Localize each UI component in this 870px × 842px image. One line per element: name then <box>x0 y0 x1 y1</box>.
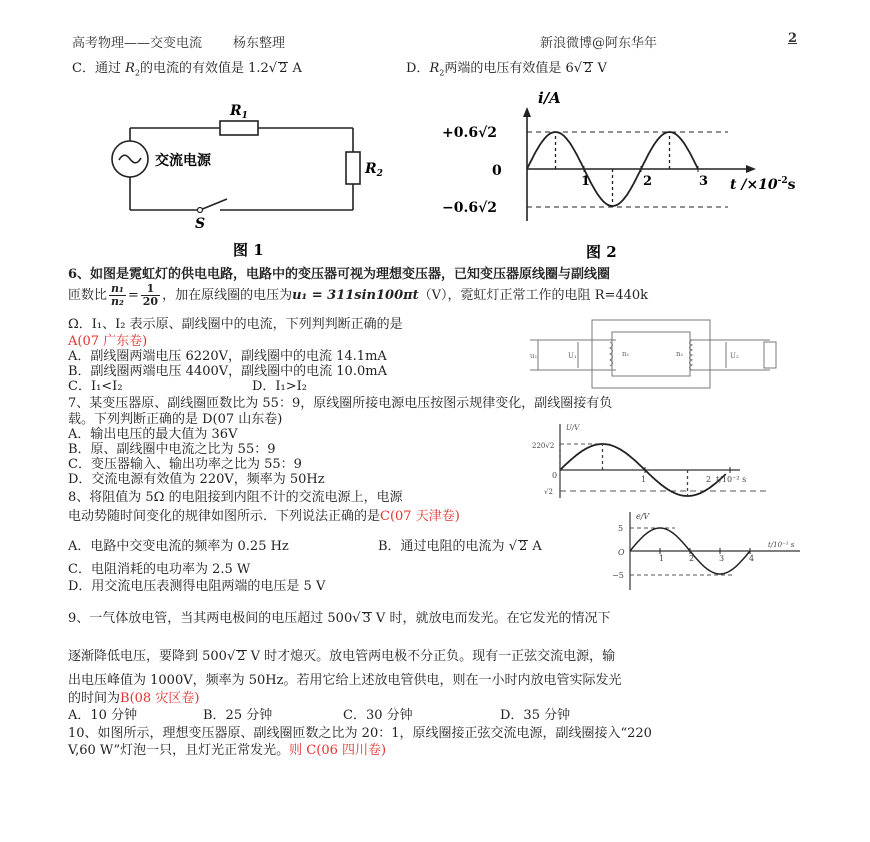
q6-formula: u₁ = 311sin100πt <box>292 288 419 303</box>
fig7-xlabel: t/10⁻² s <box>716 475 747 484</box>
q7-option-c: C．变压器输入、输出功率之比为 55：9 <box>68 457 302 472</box>
fig7-xtick-2: 2 <box>706 475 712 484</box>
sine-glyph-icon <box>119 155 141 163</box>
header-title: 高考物理——交变电流 <box>72 36 203 51</box>
q5-option-d <box>406 60 607 82</box>
q10-line1: 10、如图所示，理想变压器原、副线圈匝数之比为 20：1，原线圈接正弦交流电源，副线圈接入“220 <box>68 726 652 741</box>
fig8-xtick-3: 3 <box>719 554 725 563</box>
q5-d-mid: 两端的电压有效值是 6 <box>444 61 574 76</box>
fig7-ytick: 220√2 <box>532 442 555 450</box>
q5-c-rad: 2 <box>279 61 288 76</box>
sqrt-icon: √ <box>573 61 583 76</box>
fig7-xtick-1: 1 <box>641 475 647 484</box>
q9-line2-rad: 2 <box>237 649 246 664</box>
header-author: 杨东整理 <box>233 36 286 51</box>
q5-c-var: R <box>125 61 135 76</box>
fig8-xtick-4: 4 <box>749 554 755 563</box>
fig8-neg: −5 <box>612 571 624 580</box>
q9-line1b: V 时，就放电而发光。在它发光的情况下 <box>371 611 611 626</box>
fig8-xlabel: t/10⁻¹ s <box>768 541 795 549</box>
q5-option-c <box>72 60 302 82</box>
resistor-r1-icon <box>220 121 258 135</box>
q9-line2b: V 时才熄灭。放电管两电极不分正负。现有一正弦交流电源，输 <box>246 649 616 664</box>
x-axis-arrow-icon <box>746 165 756 173</box>
fig8-zero: O <box>618 548 625 557</box>
fig7-neg: √2 <box>544 488 553 496</box>
q6-frac-num: n₁ <box>111 282 124 295</box>
q7-option-d: D．交流电源有效值为 220V，频率为 50Hz <box>68 472 325 487</box>
figure-2-chart <box>410 85 810 265</box>
fig6-U1: U₁ <box>568 352 577 360</box>
q5-c-unit: A <box>288 61 302 76</box>
q9-line1a: 9、一气体放电管，当其两电极间的电压超过 500 <box>68 611 353 626</box>
neon-lamp-icon <box>764 342 776 368</box>
q9-option-c: C．30 分钟 <box>343 708 413 723</box>
q8-line2 <box>68 508 460 525</box>
q9-line4 <box>68 690 199 707</box>
q6-line2c: （V），霓虹灯正常工作的电阻 R=440k <box>418 288 649 303</box>
page-number: 2 <box>788 31 798 46</box>
q6-line2 <box>68 283 648 308</box>
q7-option-a: A．输出电压的最大值为 36V <box>68 427 238 442</box>
q9-line2a: 逐渐降低电压，要降到 500 <box>68 649 227 664</box>
figure-1-circuit <box>95 95 395 265</box>
q5-c-mid: 的电流的有效值是 1.2 <box>139 61 269 76</box>
q5-c-prefix: C．通过 <box>72 61 126 76</box>
header-weibo: 新浪微博@阿东华年 <box>540 36 658 51</box>
sqrt-icon: √ <box>268 61 278 76</box>
q5-c-sub: 2 <box>134 68 140 78</box>
q9-line1 <box>68 610 610 627</box>
q6-frac2-den: 20 <box>142 295 159 308</box>
y-axis-arrow-icon <box>523 107 531 117</box>
q5-d-prefix: D． <box>406 61 430 76</box>
fig6-n1: n₁ <box>622 350 630 358</box>
q6-ratio-fraction-2 <box>141 283 160 308</box>
fig2-xtick-3: 3 <box>699 174 709 189</box>
switch-pivot-icon <box>198 208 203 213</box>
q6-eq: = <box>127 288 139 303</box>
q6-option-c: C．I₁<I₂ <box>68 379 123 394</box>
fig2-ytick-neg: −0.6√2 <box>442 200 498 216</box>
fig1-caption: 图 1 <box>233 241 264 259</box>
q5-d-sub: 2 <box>439 68 445 78</box>
fig2-xtick-1: 1 <box>581 174 591 189</box>
q6-line3: Ω．I₁、I₂ 表示原、副线圈中的电流，下列判判断正确的是 <box>68 317 403 332</box>
fig6-n2: n₂ <box>676 350 684 358</box>
q9-line4-text: 的时间为 <box>68 691 121 706</box>
q10-line2 <box>68 742 386 759</box>
q5-d-unit: V <box>593 61 607 76</box>
q6-line2b: ，加在原线圈的电压为 <box>162 288 293 303</box>
q8-emf-chart <box>600 508 815 592</box>
q6-option-a: A．副线圈两端电压 6220V，副线圈中的电流 14.1mA <box>68 349 387 364</box>
q8-answer: C(07 天津卷) <box>380 509 460 524</box>
q8-b-rad: 2 <box>518 539 528 554</box>
q8-line2-text: 电动势随时间变化的规律如图所示．下列说法正确的是 <box>68 509 381 524</box>
q8-b-unit: A <box>528 539 542 554</box>
q6-frac-den: n₂ <box>111 295 124 308</box>
fig2-ylabel: i/A <box>538 89 561 107</box>
fig7-ylabel: U/V <box>566 424 580 432</box>
q8-option-a: A．电路中交变电流的频率为 0.25 Hz <box>68 539 289 554</box>
fig8-xtick-1: 1 <box>659 554 665 563</box>
q10-answer: 则 C(06 四川卷) <box>289 743 387 758</box>
fig1-r2-label: $R_2$ <box>365 161 383 179</box>
q7-line1: 7、某变压器原、副线圈匝数比为 55：9，原线圈所接电源电压按图示规律变化，副线圈接有负 <box>68 396 613 411</box>
q9-line2 <box>68 648 615 665</box>
q6-line1: 6、如图是霓虹灯的供电电路，电路中的变压器可视为理想变压器，已知变压器原线圈与副线圈 <box>68 267 611 282</box>
fig2-xlabel: t $/\times 10^{-2}s$ <box>730 176 796 193</box>
fig2-caption: 图 2 <box>586 243 617 261</box>
q6-option-d: D．I₁>I₂ <box>252 379 308 394</box>
fig6-U2: U₂ <box>730 352 739 360</box>
q7-option-b: B．原、副线圈中电流之比为 55：9 <box>68 442 276 457</box>
switch-lever-icon <box>200 199 227 210</box>
q9-option-a: A．10 分钟 <box>68 708 138 723</box>
q5-d-var: R <box>429 61 440 76</box>
fig6-u1: u₁ <box>530 352 538 360</box>
q6-transformer-figure <box>530 318 810 390</box>
fig2-ytick-pos: +0.6√2 <box>442 125 498 141</box>
resistor-r2-icon <box>346 152 360 184</box>
fig8-ylabel: e/V <box>636 512 650 521</box>
q10-line2-text: V,60 W”灯泡一只，且灯光正常发光。 <box>68 743 290 758</box>
q6-option-b: B．副线圈两端电压 4400V，副线圈中的电流 10.0mA <box>68 364 387 379</box>
q6-ratio-fraction <box>109 283 126 308</box>
q9-line3: 出电压峰值为 1000V，频率为 50Hz。若用它给上述放电管供电，则在一小时内放电管实际发光 <box>68 673 622 688</box>
sqrt-icon: √ <box>226 649 236 664</box>
fig8-ytick: 5 <box>618 524 624 533</box>
sqrt-icon: √ <box>352 611 361 626</box>
q8-line1: 8、将阻值为 5Ω 的电阻接到内阻不计的交流电源上，电源 <box>68 490 403 505</box>
q9-option-d: D．35 分钟 <box>500 708 571 723</box>
fig7-zero: 0 <box>552 471 558 480</box>
fig1-r1-label: $R_1$ <box>230 103 248 121</box>
fig1-switch-label: S <box>195 216 206 232</box>
q5-d-rad: 2 <box>584 61 593 76</box>
q8-option-d: D．用交流电压表测得电阻两端的电压是 5 V <box>68 579 326 594</box>
fig2-ytick-zero: 0 <box>492 163 502 179</box>
q8-option-b <box>378 538 542 555</box>
q9-option-b: B．25 分钟 <box>203 708 273 723</box>
q6-line2a: 匝数比 <box>68 288 108 303</box>
fig8-xtick-2: 2 <box>689 554 695 563</box>
q8-b-prefix: B．通过电阻的电流为 <box>378 539 509 554</box>
q9-answer: B(08 灾区卷) <box>120 691 200 706</box>
fig1-source-label: 交流电源 <box>155 153 211 169</box>
q8-option-c: C．电阻消耗的电功率为 2.5 W <box>68 562 251 577</box>
q7-voltage-chart <box>530 418 780 500</box>
q6-answer: A(07 广东卷) <box>68 334 148 349</box>
q9-line1-rad: 3 <box>362 611 371 626</box>
sqrt-icon: √ <box>508 539 517 554</box>
q7-line2: 载。下列判断正确的是 D(07 山东卷) <box>68 412 283 427</box>
fig2-xtick-2: 2 <box>643 174 653 189</box>
q6-frac2-num: 1 <box>141 283 160 296</box>
